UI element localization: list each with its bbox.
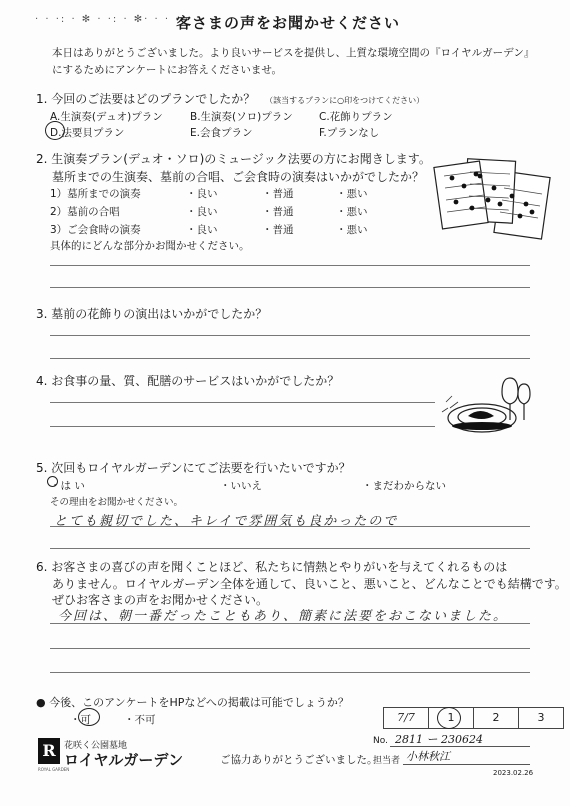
title-decoration: · · ·: · ✻ · ·: · ✻· · · · (35, 14, 181, 25)
answer-line (50, 526, 530, 527)
q2-row-2-normal[interactable]: ・普通 (262, 206, 294, 218)
q2-number: 2. (36, 152, 48, 166)
rating-boxes (384, 707, 564, 729)
q2-row-3-good[interactable]: ・良い (186, 224, 218, 236)
q5-handwritten-answer: とても親切でした、キレイで雰囲気も良かったので (54, 514, 399, 529)
publish-yes[interactable]: ・可 (70, 714, 91, 726)
q2-row-3-bad[interactable]: ・悪い (336, 224, 368, 236)
q4-text: お食事の量、質、配膳のサービスはいかがでしたか？ (51, 374, 340, 388)
q4-number: 4. (36, 374, 48, 388)
logo-name: ロイヤルガーデン (64, 751, 184, 769)
print-date: 2023.02.26 (493, 769, 534, 777)
q2-row-1-normal[interactable]: ・普通 (262, 188, 294, 200)
logo-english: ROYAL GARDEN (38, 767, 70, 772)
q6-text-1: お客さまの喜びの声を聞くことほど、私たちに情熱とやりがいを与えてくれるものは (51, 560, 508, 574)
q3-text: 墓前の花飾りの演出はいかがでしたか？ (51, 307, 268, 321)
q6-line-1 (36, 558, 507, 575)
number-label: No. (373, 736, 388, 746)
selected-circle-mark (437, 707, 461, 729)
staff-value: 小林秋江 (406, 750, 450, 763)
publish-question-text: 今後、このアンケートをHPなどへの掲載は可能でしょうか？ (49, 696, 349, 709)
answer-line (50, 265, 530, 266)
staff-label: 担当者 (373, 756, 401, 766)
q3-title (36, 305, 267, 322)
q2-row-2-bad[interactable]: ・悪い (336, 206, 368, 218)
q1-hint: （該当するプランに○印をつけてください） (265, 96, 425, 105)
q2-row-1-label: 1）墓所までの演奏 (50, 188, 141, 200)
q5-title (36, 459, 351, 476)
publish-question (36, 694, 349, 710)
dinner-plate-illustration (440, 372, 535, 442)
q2-row-2-label: 2）墓前の合唱 (50, 206, 120, 218)
answer-line (50, 672, 530, 673)
number-underline (390, 746, 530, 747)
q6-line-2: ありません。ロイヤルガーデン全体を通して、良いこと、悪いこと、どんなことでも結構です。 (52, 577, 567, 591)
answer-line (50, 358, 530, 359)
staff-underline (403, 764, 530, 765)
number-value: 2811 ー 230624 (395, 733, 483, 746)
logo-subtitle: 花咲く公園墓地 (64, 741, 128, 751)
page-title: 客さまの声をお聞かせください (176, 14, 401, 32)
publish-no[interactable]: ・不可 (124, 714, 156, 726)
rating-box-handwritten: 7/7 (383, 707, 429, 729)
rating-box-1[interactable]: 1 (428, 707, 474, 729)
q5-number: 5. (36, 461, 48, 475)
q5-option-unsure[interactable]: ・まだわからない (362, 480, 446, 492)
q2-row-1-good[interactable]: ・良い (186, 188, 218, 200)
logo-mark: R (38, 738, 60, 764)
q2-row-1-bad[interactable]: ・悪い (336, 188, 368, 200)
q4-title (36, 372, 339, 389)
q6-handwritten-answer: 今回は、朝一番だったこともあり、簡素に法要をおこないました。 (58, 609, 509, 624)
rating-box-2[interactable]: 2 (473, 707, 519, 729)
answer-line (50, 623, 530, 624)
answer-line (50, 402, 435, 403)
q2-text: 生演奏プラン(デュオ・ソロ)のミュージック法要の方にお聞きします。 (51, 152, 431, 166)
q1-option-a[interactable]: A.生演奏(デュオ)プラン (50, 111, 163, 123)
q1-option-e[interactable]: E.会食プラン (190, 127, 253, 139)
answer-line (50, 335, 530, 336)
q2-row-3-label: 3）ご会食時の演奏 (50, 224, 141, 236)
answer-line (50, 548, 530, 549)
music-sheets-illustration (430, 154, 558, 246)
q6-line-3: ぜひお客さまの声をお聞かせください。 (52, 593, 269, 607)
thanks-text: ご協力ありがとうございました。 (220, 754, 378, 766)
bullet-icon: ● (36, 696, 46, 709)
q3-number: 3. (36, 307, 48, 321)
answer-line (50, 426, 435, 427)
rating-box-3[interactable]: 3 (518, 707, 564, 729)
q2-text-2: 墓所までの生演奏、墓前の合唱、ご会食時の演奏はいかがでしたか？ (52, 170, 425, 184)
q2-detail-label: 具体的にどんな部分かお聞かせください。 (50, 240, 250, 252)
answer-line (50, 287, 530, 288)
q1-option-b[interactable]: B.生演奏(ソロ)プラン (190, 111, 293, 123)
selected-circle-mark (45, 121, 65, 140)
q2-row-2-good[interactable]: ・良い (186, 206, 218, 218)
selected-circle-mark (78, 708, 100, 726)
answer-line (50, 648, 530, 649)
selected-circle-mark (47, 476, 58, 487)
q1-number: 1. (36, 92, 48, 106)
q6-number: 6. (36, 560, 48, 574)
q5-text: 次回もロイヤルガーデンにてご法要を行いたいですか？ (51, 461, 351, 475)
intro-line-1: 本日はありがとうございました。より良いサービスを提供し、上質な環境空間の『ロイヤルガーデン』 (52, 47, 535, 59)
q5-option-no[interactable]: ・いいえ (220, 480, 262, 492)
q2-title (36, 150, 431, 167)
q1-option-d[interactable]: D.法要貝プラン (50, 127, 125, 139)
q2-row-3-normal[interactable]: ・普通 (262, 224, 294, 236)
q1-text: 今回のご法要はどのプランでしたか？ (51, 92, 256, 106)
q1-option-c[interactable]: C.花飾りプラン (319, 111, 393, 123)
q1-title (36, 90, 424, 107)
q5-option-yes[interactable]: ・は い (50, 480, 85, 492)
q5-reason-label: その理由をお聞かせください。 (50, 497, 184, 508)
intro-line-2: にするためにアンケートにお答えくださいませ。 (52, 64, 283, 76)
q1-option-f[interactable]: F.プランなし (319, 127, 380, 139)
